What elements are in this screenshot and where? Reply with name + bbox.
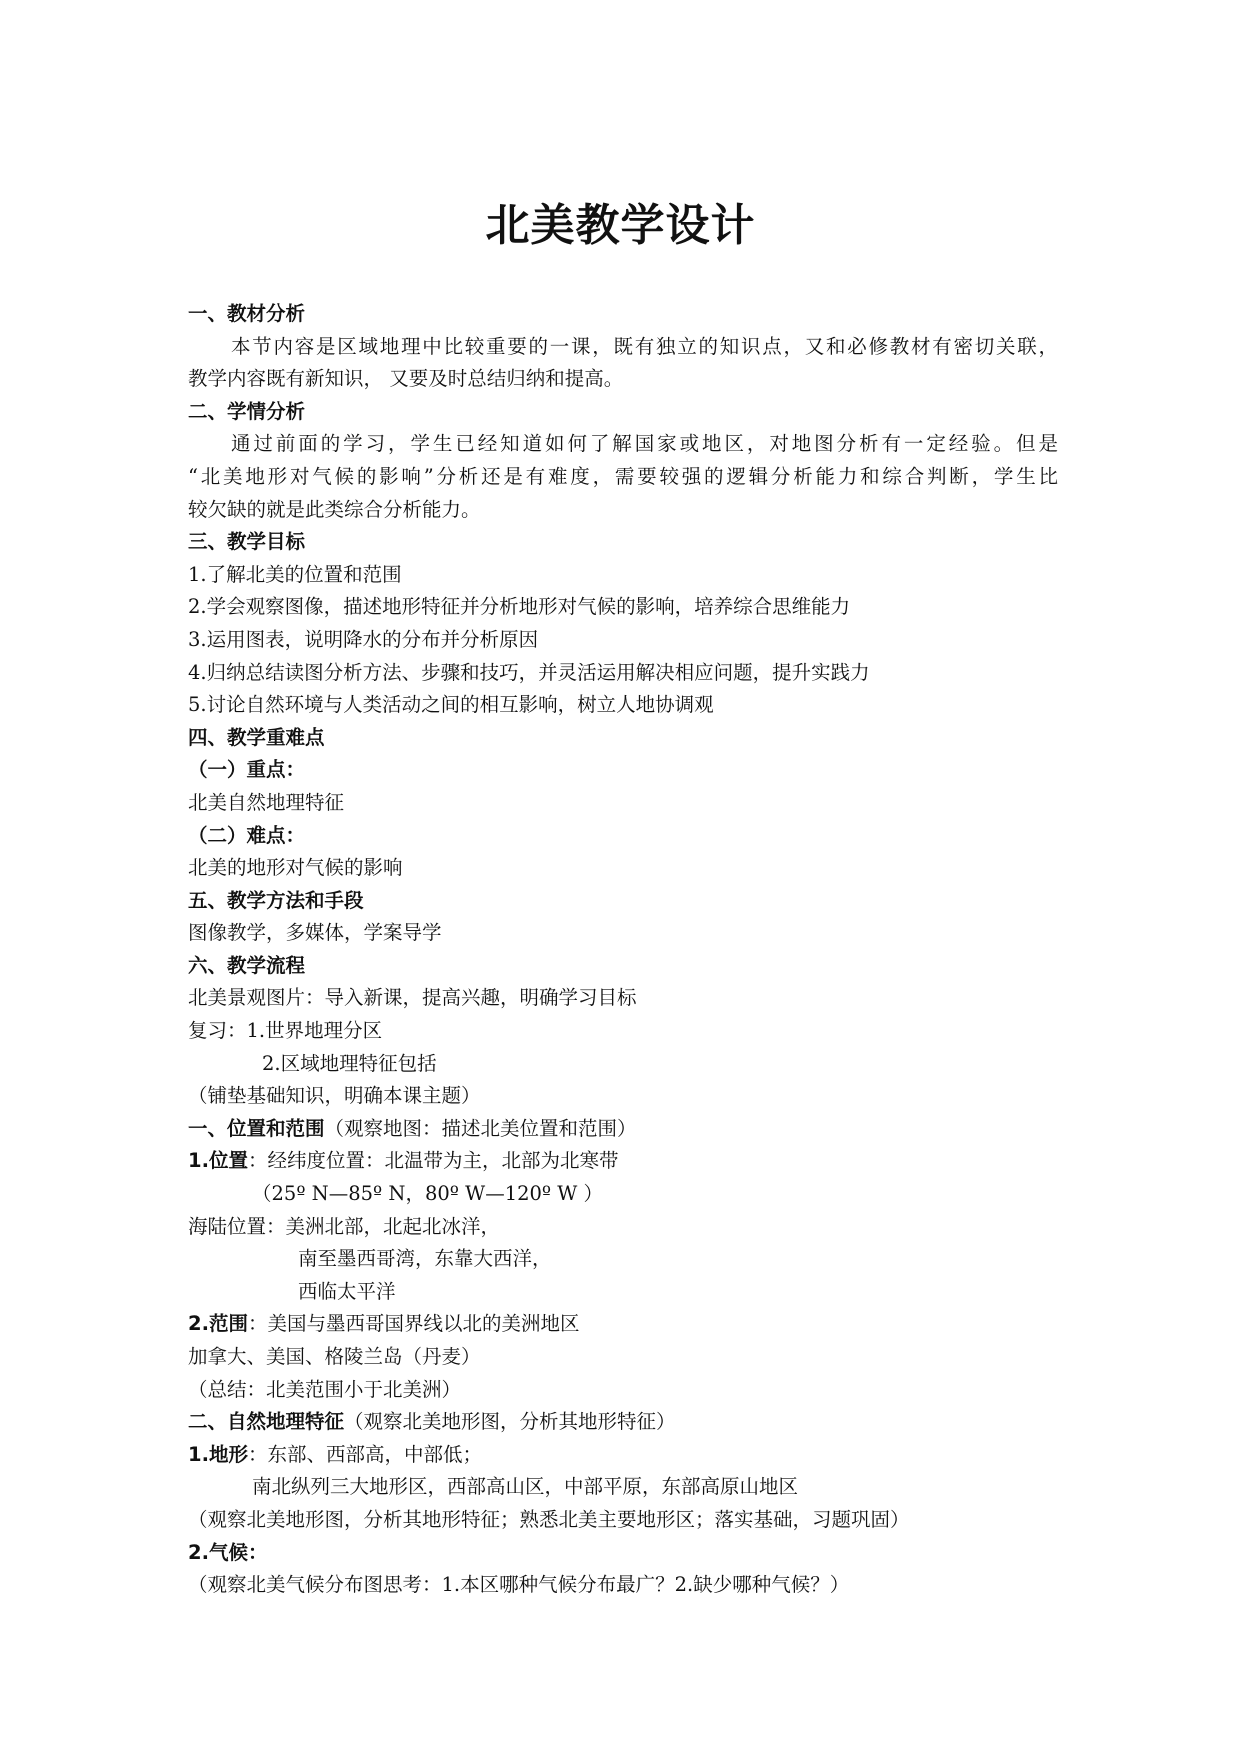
- paragraph-line: 较欠缺的就是此类综合分析能力。: [188, 497, 481, 521]
- position-line: [188, 1145, 1058, 1178]
- paragraph-line: 本节内容是区域地理中比较重要的一课，既有独立的知识点，又和必修教材有密切关联，: [231, 334, 1058, 358]
- part2-heading: 二、自然地理特征: [188, 1410, 345, 1434]
- range-countries: 加拿大、美国、格陵兰岛（丹麦）: [188, 1345, 481, 1368]
- sea-land-position-3: 西临太平洋: [298, 1279, 396, 1303]
- goal-item: 2.学会观察图像，描述地形特征并分析地形对气候的影响，培养综合思维能力: [188, 595, 851, 619]
- document-body: [188, 298, 1058, 1602]
- key-point-text: 北美自然地理特征: [188, 790, 345, 814]
- goal-item: 1.了解北美的位置和范围: [188, 562, 402, 586]
- process-intro: 北美景观图片：导入新课，提高兴趣，明确学习目标: [188, 986, 637, 1010]
- section-heading-teaching-goals: 三、教学目标: [188, 530, 306, 554]
- subheading-difficult: （二）难点：: [188, 823, 306, 847]
- section-heading-key-points: 四、教学重难点: [188, 725, 325, 749]
- paragraph-line: “北美地形对气候的影响”分析还是有难度，需要较强的逻辑分析能力和综合判断，学生比: [188, 464, 1058, 488]
- terrain-text: ：东部、西部高，中部低；: [247, 1442, 482, 1466]
- section-heading-textbook-analysis: 一、教材分析: [188, 302, 306, 325]
- section-heading-student-analysis: 二、学情分析: [188, 399, 306, 423]
- terrain-line: [188, 1439, 1058, 1472]
- process-review-2: 2.区域地理特征包括: [262, 1051, 437, 1075]
- difficult-point-text: 北美的地形对气候的影响: [188, 856, 403, 880]
- teaching-methods-text: 图像教学，多媒体，学案导学: [188, 921, 442, 945]
- sea-land-position-2: 南至墨西哥湾，东靠大西洋，: [298, 1247, 552, 1271]
- section-heading-teaching-process: 六、教学流程: [188, 953, 306, 977]
- document-title: 北美教学设计: [485, 200, 756, 251]
- part2-note: （观察北美地形图，分析其地形特征）: [344, 1410, 676, 1434]
- paragraph-line: 通过前面的学习，学生已经知道如何了解国家或地区，对地图分析有一定经验。但是: [231, 432, 1058, 456]
- range-text: ：美国与墨西哥国界线以北的美洲地区: [247, 1312, 580, 1336]
- part1-heading: 一、位置和范围: [188, 1116, 325, 1140]
- process-review-1: 复习：1.世界地理分区: [188, 1019, 383, 1043]
- part2-heading-line: [188, 1406, 1058, 1439]
- climate-label: 2.气候：: [188, 1540, 268, 1564]
- range-line: [188, 1308, 1058, 1341]
- goal-item: 3.运用图表，说明降水的分布并分析原因: [188, 627, 539, 651]
- range-summary: （总结：北美范围小于北美洲）: [188, 1377, 462, 1401]
- position-label: 1.位置: [188, 1149, 248, 1173]
- terrain-note: （观察北美地形图，分析其地形特征；熟悉北美主要地形区；落实基础，习题巩固）: [188, 1507, 910, 1531]
- part1-heading-line: [188, 1113, 1058, 1146]
- goal-item: 4.归纳总结读图分析方法、步骤和技巧，并灵活运用解决相应问题，提升实践力: [188, 660, 870, 684]
- part1-note: （观察地图：描述北美位置和范围）: [324, 1116, 637, 1140]
- paragraph-line: 教学内容既有新知识， 又要及时总结归纳和提高。: [188, 367, 624, 391]
- range-label: 2.范围: [188, 1312, 248, 1336]
- goal-item: 5.讨论自然环境与人类活动之间的相互影响，树立人地协调观: [188, 693, 714, 717]
- section-heading-teaching-methods: 五、教学方法和手段: [188, 888, 364, 912]
- terrain-label: 1.地形: [188, 1442, 248, 1466]
- terrain-text-2: 南北纵列三大地形区，西部高山区，中部平原，东部高原山地区: [252, 1475, 799, 1499]
- subheading-key: （一）重点：: [188, 758, 306, 782]
- process-review-note: （铺垫基础知识，明确本课主题）: [188, 1084, 481, 1108]
- climate-note: （观察北美气候分布图思考：1.本区哪种气候分布最广？2.缺少哪种气候？）: [188, 1573, 850, 1597]
- position-coordinates: （25º N—85º N，80º W—120º W ）: [252, 1182, 604, 1206]
- position-text: ：经纬度位置：北温带为主，北部为北寒带: [247, 1149, 619, 1173]
- sea-land-position-1: 海陆位置：美洲北部，北起北冰洋，: [188, 1214, 501, 1238]
